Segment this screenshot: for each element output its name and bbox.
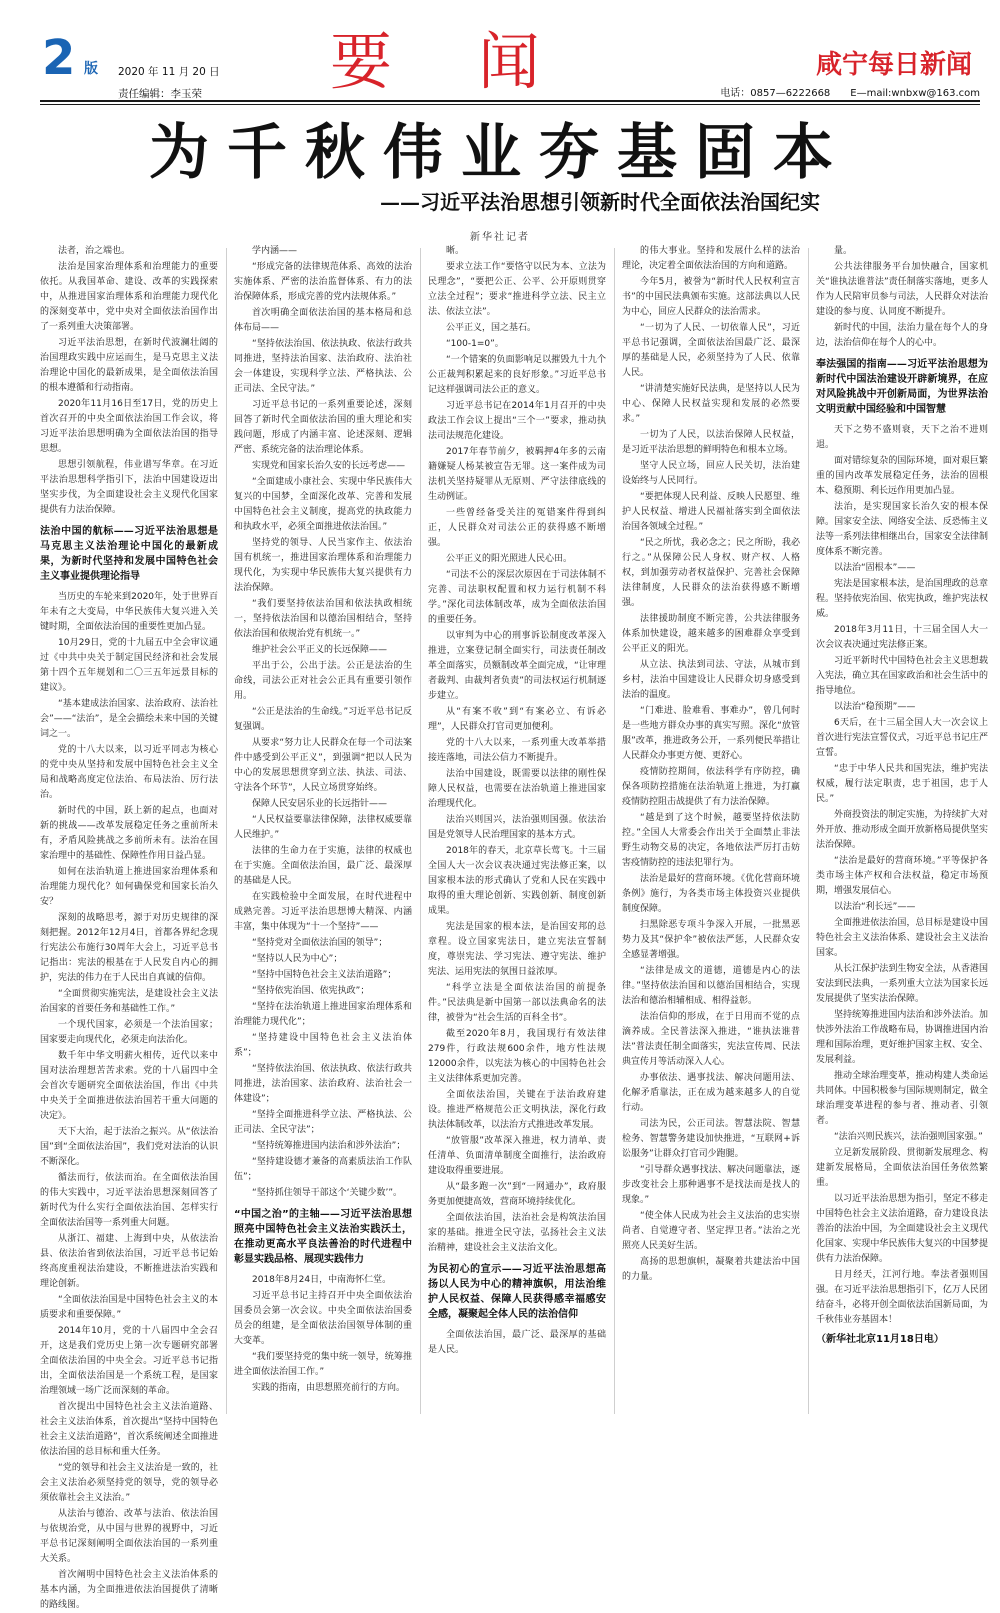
article-paragraph: 从要求“努力让人民群众在每一个司法案件中感受到公平正义”，到强调“把以人民为中心的发展思想贯穿到立法、执法、司法、守法各个环节”，人民立场贯穿始终。 [234,738,412,793]
article-paragraph: 当历史的车轮来到2020年，处于世界百年未有之大变局，中华民族伟大复兴进入关键时期，全面依法治国的重要性更加凸显。 [40,592,218,632]
article-paragraph: 以法治“固根本”—— [834,563,916,573]
article-paragraph: 从法治与德治、改革与法治、依法治国与依规治党，从中国与世界的视野中，习近平总书记深刻阐明全面依法治国的一系列重大关系。 [40,1509,218,1564]
article-paragraph: 立足新发展阶段、贯彻新发展理念、构建新发展格局，全面依法治国任务依然繁重。 [816,1148,988,1188]
article-paragraph: 习近平新时代中国特色社会主义思想载入宪法，确立其在国家政治和社会生活中的指导地位。 [816,656,988,696]
page-number: 2 [42,30,76,86]
article-paragraph: 以习近平法治思想为指引，坚定不移走中国特色社会主义法治道路，奋力建设良法善治的法治中国，为全面建设社会主义现代化国家、实现中华民族伟大复兴的中国梦提供有力法治保障。 [816,1194,988,1264]
article-paragraph: 2018年8月24日，中南海怀仁堂。 [252,1275,392,1285]
article-paragraph: 党的十八大以来，一系列重大改革举措接连落地，司法公信力不断提升。 [428,738,606,763]
article-paragraph: 2017年春节前夕，被羁押4年多的云南籍嫌疑人杨某被宣告无罪。这一案件成为司法机关坚持疑罪从无原则、严守法律底线的生动例证。 [428,447,606,502]
article-paragraph: 6天后，在十三届全国人大一次会议上首次进行宪法宣誓仪式，习近平总书记庄严宣誓。 [816,718,988,758]
article-paragraph: “坚持依法治国、依法执政、依法行政共同推进，坚持法治国家、法治政府、法治社会一体建设，实现科学立法、严格执法、公正司法、全民守法。” [234,339,412,394]
article-paragraph: “坚持在法治轨道上推进国家治理体系和治理能力现代化”； [234,1002,412,1027]
article-paragraph: 法者，治之端也。 [58,246,131,256]
article-paragraph: 公平正义的阳光照进人民心田。 [446,554,573,564]
article-paragraph: 法治信仰的形成，在于日用而不觉的点滴养成。全民普法深入推进，“谁执法谁普法”普法责任制全面落实，宪法宣传周、民法典宣传月等活动深入人心。 [622,1012,800,1067]
article-paragraph: “坚持以人民为中心”； [252,954,343,964]
article-paragraph: 扫黑除恶专项斗争深入开展，一批黑恶势力及其“保护伞”被依法严惩，人民群众安全感显著增强。 [622,920,800,960]
article-paragraph: “100-1=0”。 [446,339,504,349]
article-paragraph: “使全体人民成为社会主义法治的忠实崇尚者、自觉遵守者、坚定捍卫者。”法治之光照亮人民美好生活。 [622,1211,800,1251]
dateline-credit: （新华社北京11月18日电） [816,1334,944,1345]
article-paragraph: 一切为了人民，以法治保障人民权益，是习近平法治思想的鲜明特色和根本立场。 [622,430,800,455]
article-paragraph: 2018年3月11日，十三届全国人大一次会议表决通过宪法修正案。 [816,625,988,650]
article-column-2 [234,244,412,1420]
column-divider [614,248,615,1414]
article-body [40,244,988,1610]
article-paragraph: “忠于中华人民共和国宪法，维护宪法权威，履行法定职责，忠于祖国，忠于人民。” [816,764,988,804]
section-subhead: “中国之治”的主轴——习近平法治思想照亮中国特色社会主义法治实践沃土，在推动更高水平良法善治的时代进程中彰显实践品格、展现实践伟力 [234,1209,412,1265]
article-paragraph: “形成完备的法律规范体系、高效的法治实施体系、严密的法治监督体系、有力的法治保障体系，形成完善的党内法规体系。” [234,262,412,302]
article-paragraph: “全面建成小康社会、实现中华民族伟大复兴的中国梦，全面深化改革、完善和发展中国特色社会主义制度，提高党的执政能力和执政水平，必须全面推进依法治国。” [234,477,412,532]
article-paragraph: 以审判为中心的刑事诉讼制度改革深入推进，立案登记制全面实行，司法责任制改革全面落实，员额制改革全面完成，“让审理者裁判、由裁判者负责”的司法权运行机制逐步建立。 [428,631,606,701]
article-paragraph: “坚持建设德才兼备的高素质法治工作队伍”； [234,1157,412,1182]
newspaper-name: 咸宁每日新闻 [815,50,972,80]
article-column-5 [816,244,988,1420]
article-paragraph: 保障人民安居乐业的长远指针—— [252,799,388,809]
article-column-4 [622,244,800,1420]
article-paragraph: “人民权益要靠法律保障，法律权威要靠人民维护。” [234,815,412,840]
article-paragraph: “全面依法治国是中国特色社会主义的本质要求和重要保障。” [40,1295,218,1320]
article-paragraph: 2014年10月，党的十八届四中全会召开，这是我们党历史上第一次专题研究部署全面依法治国的中央全会。习近平总书记指出，全面依法治国是一个系统工程，是国家治理领域一场广泛而深刻的革命。 [40,1326,218,1396]
article-paragraph: “司法不公的深层次原因在于司法体制不完善、司法职权配置和权力运行机制不科学。”深化司法体制改革，成为全面依法治国的重要任务。 [428,570,606,625]
article-paragraph: 宪法是国家根本法，是治国理政的总章程。坚持依宪治国、依宪执政，维护宪法权威。 [816,579,988,619]
article-paragraph: 日月经天，江河行地。奉法者强则国强。在习近平法治思想指引下，亿万人民团结奋斗，必将开创全面依法治国新局面，为千秋伟业夯基固本！ [816,1270,988,1325]
article-paragraph: “要把体现人民利益、反映人民愿望、维护人民权益、增进人民福祉落实到全面依法治国各领域全过程。” [622,492,800,532]
article-paragraph: “引导群众遇事找法、解决问题靠法，逐步改变社会上那种遇事不是找法而是找人的现象。” [622,1165,800,1205]
article-paragraph: 习近平总书记的一系列重要论述，深刻回答了新时代全面依法治国的重大理论和实践问题，形成了内涵丰富、论述深刻、逻辑严密、系统完备的法治理论体系。 [234,400,412,455]
section-title: 要闻 [330,25,627,98]
article-paragraph: 从浙江、福建、上海到中央，从依法治县、依法治省到依法治国，习近平总书记始终高度重视法治建设，不断推进法治实践和理论创新。 [40,1234,218,1289]
article-column-3 [428,244,606,1420]
article-column-1 [40,244,218,1610]
column-divider [420,248,421,1414]
article-paragraph: 全面依法治国，法治社会是构筑法治国家的基础。推进全民守法，弘扬社会主义法治精神，建设社会主义法治文化。 [428,1213,606,1253]
article-paragraph: “一个错案的负面影响足以摧毁九十九个公正裁判积累起来的良好形象。”习近平总书记这样强调司法公正的意义。 [428,355,606,395]
article-paragraph: 如何在法治轨道上推进国家治理体系和治理能力现代化？如何确保党和国家长治久安？ [40,867,218,907]
article-paragraph: 法治兴则国兴，法治强则国强。依法治国是党领导人民治理国家的基本方式。 [428,815,606,840]
article-paragraph: 法治，是实现国家长治久安的根本保障。国家安全法、网络安全法、反恐怖主义法等一系列法律相继出台，国家安全法律制度体系不断完善。 [816,502,988,557]
article-paragraph: 办事依法、遇事找法、解决问题用法、化解矛盾靠法，正在成为越来越多人的自觉行动。 [622,1073,800,1113]
article-paragraph: “公正是法治的生命线。”习近平总书记反复强调。 [234,707,412,732]
article-paragraph: 法治是国家治理体系和治理能力的重要依托。从我国革命、建设、改革的实践探索中，从推进国家治理体系和治理能力现代化的深刻变革中，党中央对全面依法治国作出了一系列重大决策部署。 [40,262,218,332]
editor-credit: 责任编辑：李玉荣 [118,88,202,100]
article-paragraph: “党的领导和社会主义法治是一致的，社会主义法治必须坚持党的领导，党的领导必须依靠社会主义法治。” [40,1463,218,1503]
article-paragraph: 习近平总书记在2014年1月召开的中央政法工作会议上提出“三个一”要求，推动执法司法规范化建设。 [428,401,606,441]
byline: 新华社记者 [470,232,530,243]
article-paragraph: “基本建成法治国家、法治政府、法治社会”——“法治”，是全会描绘未来中国的关键词之一。 [40,699,218,739]
article-paragraph: 量。 [834,246,853,256]
article-paragraph: 从“有案不收”到“有案必立、有诉必理”，人民群众打官司更加便利。 [428,707,606,732]
article-paragraph: 全面推进依法治国，总目标是建设中国特色社会主义法治体系、建设社会主义法治国家。 [816,918,988,958]
article-paragraph: 习近平总书记主持召开中央全面依法治国委员会第一次会议。中央全面依法治国委员会的组建，是全面依法治国领导体制的重大变革。 [234,1291,412,1346]
article-paragraph: 截至2020年8月，我国现行有效法律279件，行政法规600余件，地方性法规12000余件，以宪法为核心的中国特色社会主义法律体系更加完善。 [428,1029,606,1084]
article-paragraph: 首次明确全面依法治国的基本格局和总体布局—— [234,308,412,333]
article-paragraph: 面对错综复杂的国际环境，面对艰巨繁重的国内改革发展稳定任务，法治的固根本、稳预期、利长远作用更加凸显。 [816,456,988,496]
article-paragraph: “我们要坚持党的集中统一领导，统筹推进全面依法治国工作。” [234,1352,412,1377]
article-paragraph: “坚持全面推进科学立法、严格执法、公正司法、全民守法”； [234,1110,412,1135]
article-paragraph: 法律的生命力在于实施，法律的权威也在于实施。全面依法治国，最广泛、最深厚的基础是人民。 [234,846,412,886]
article-paragraph: 循法而行，依法而治。在全面依法治国的伟大实践中，习近平法治思想深刻回答了新时代为什么实行全面依法治国、怎样实行全面依法治国等一系列重大问题。 [40,1173,218,1228]
article-paragraph: 维护社会公平正义的长远保障—— [252,645,388,655]
article-paragraph: “坚持中国特色社会主义法治道路”； [252,970,397,980]
article-paragraph: “坚持依宪治国、依宪执政”； [252,986,370,996]
article-paragraph: “法治兴则民族兴，法治强则国家强。” [834,1132,983,1142]
article-paragraph: 首次提出中国特色社会主义法治道路、社会主义法治体系，首次提出“坚持中国特色社会主义法治道路”，首次系统阐述全面推进依法治国的总目标和重大任务。 [40,1402,218,1457]
section-subhead: 为民初心的宣示——习近平法治思想高扬以人民为中心的精神旗帜，用法治维护人民权益、保障人民获得感幸福感安全感，凝聚起全体人民的法治信仰 [428,1264,606,1320]
article-paragraph: 坚守人民立场，回应人民关切，法治建设始终与人民同行。 [622,461,800,486]
article-paragraph: “法律是成文的道德，道德是内心的法律。”坚持依法治国和以德治国相结合，实现法治和德治相辅相成、相得益彰。 [622,966,800,1006]
page-suffix: 版 [84,61,98,77]
headline: 为千秋伟业夯基固本 [149,118,851,188]
article-paragraph: 法治是最好的营商环境。《优化营商环境条例》施行，为各类市场主体投资兴业提供制度保障。 [622,874,800,914]
article-paragraph: 以法治“利长远”—— [834,902,916,912]
article-paragraph: 2020年11月16日至17日，党的历史上首次召开的中央全面依法治国工作会议，将习近平法治思想明确为全面依法治国的指导思想。 [40,399,218,454]
article-paragraph: 公共法律服务平台加快融合，国家机关“谁执法谁普法”责任制落实落地，更多人作为人民陪审员参与司法，人民群众对法治建设的参与度、认同度不断提升。 [816,262,988,317]
article-paragraph: 深刻的战略思考，源于对历史规律的深刻把握。2012年12月4日，首都各界纪念现行宪法公布施行30周年大会上，习近平总书记指出：宪法的根基在于人民发自内心的拥护，宪法的伟力在于人民出自真诚的信仰。 [40,913,218,983]
article-paragraph: 高扬的思想旗帜，凝聚着共建法治中国的力量。 [622,1257,800,1282]
section-subhead: 法治中国的航标——习近平法治思想是马克思主义法治理论中国化的最新成果，为新时代坚持和发展中国特色社会主义事业提供理论指导 [40,526,218,582]
article-paragraph: 从长江保护法到生物安全法，从香港国安法到民法典，一系列重大立法为国家长远发展提供了坚实法治保障。 [816,964,988,1004]
article-paragraph: 新时代的中国，跃上新的起点，也面对新的挑战——改革发展稳定任务之重前所未有，矛盾风险挑战之多前所未有。法治在国家治理中的基础性、保障性作用日益凸显。 [40,806,218,861]
article-paragraph: “坚持统筹推进国内法治和涉外法治”； [252,1141,406,1151]
article-paragraph: “法治是最好的营商环境。”平等保护各类市场主体产权和合法权益，稳定市场预期，增强发展信心。 [816,856,988,896]
article-paragraph: 推动全球治理变革，推动构建人类命运共同体。中国积极参与国际规则制定，做全球治理变革进程的参与者、推动者、引领者。 [816,1071,988,1126]
article-paragraph: 数千年中华文明薪火相传，近代以来中国对法治理想苦苦求索。党的十八届四中全会首次专题研究全面依法治国，作出《中共中央关于全面推进依法治国若干重大问题的决定》。 [40,1051,218,1121]
article-paragraph: “科学立法是全面依法治国的前提条件。”民法典是新中国第一部以法典命名的法律，被誉为“社会生活的百科全书”。 [428,983,606,1023]
article-paragraph: 实现党和国家长治久安的长远考虑—— [252,461,406,471]
article-paragraph: 思想引领航程，伟业谱写华章。在习近平法治思想科学指引下，法治中国建设迈出坚实步伐，为全面建设社会主义现代化国家提供有力法治保障。 [40,460,218,515]
section-subhead: 奉法强国的指南——习近平法治思想为新时代中国法治建设开辟新境界，在应对风险挑战中开创新局面，为世界法治文明贡献中国经验和中国智慧 [816,359,988,415]
article-paragraph: 一些曾经备受关注的冤错案件得到纠正，人民群众对司法公正的获得感不断增强。 [428,508,606,548]
article-paragraph: “坚持建设中国特色社会主义法治体系”； [234,1033,412,1058]
article-paragraph: 今年5月，被誉为“新时代人民权利宣言书”的中国民法典颁布实施。这部法典以人民为中心，回应人民群众的法治需求。 [622,277,800,317]
issue-date: 2020 年 11 月 20 日 [118,66,220,78]
article-paragraph: “越是到了这个时候，越要坚持依法防控。”全国人大常委会作出关于全面禁止非法野生动物交易的决定，各地依法严厉打击妨害疫情防控的违法犯罪行为。 [622,813,800,868]
article-paragraph: 新时代的中国，法治力量在每个人的身边，法治信仰在每个人的心中。 [816,323,988,348]
article-paragraph: “门难进、脸难看、事难办”，曾几何时是一些地方群众办事的真实写照。深化“放管服”改革，推进政务公开，一系列便民举措让人民群众办事更方便、更舒心。 [622,706,800,761]
article-paragraph: 坚持党的领导、人民当家作主、依法治国有机统一，推进国家治理体系和治理能力现代化，为实现中华民族伟大复兴提供有力法治保障。 [234,538,412,593]
article-paragraph: 外商投资法的制定实施，为持续扩大对外开放、推动形成全面开放新格局提供坚实法治保障。 [816,810,988,850]
article-paragraph: 疫情防控期间，依法科学有序防控，确保各项防控措施在法治轨道上推进，为打赢疫情防控阻击战提供了有力法治保障。 [622,767,800,807]
article-paragraph: 天下之势不盛则衰，天下之治不进则退。 [816,425,988,450]
article-paragraph: “我们要坚持依法治国和依法执政相统一，坚持依法治国和以德治国相结合，坚持依法治国和依规治党有机统一。” [234,599,412,639]
article-paragraph: 党的十八大以来，以习近平同志为核心的党中央从坚持和发展中国特色社会主义全局和战略高度定位法治、布局法治、厉行法治。 [40,745,218,800]
article-paragraph: 全面依法治国，最广泛、最深厚的基础是人民。 [428,1330,606,1355]
article-paragraph: 司法为民，公正司法。智慧法院、智慧检务、智慧警务建设加快推进，“互联网+诉讼服务”让群众打官司少跑腿。 [622,1119,800,1159]
article-paragraph: 公平正义，国之基石。 [446,323,537,333]
column-divider [808,248,809,1414]
article-paragraph: 的伟大事业。坚持和发展什么样的法治理论，决定着全面依法治国的方向和道路。 [622,246,800,271]
article-paragraph: 从立法、执法到司法、守法，从城市到乡村，法治中国建设让人民群众切身感受到法治的温度。 [622,660,800,700]
article-paragraph: “坚持党对全面依法治国的领导”； [252,938,388,948]
article-paragraph: “一切为了人民、一切依靠人民”，习近平总书记强调，全面依法治国最广泛、最深厚的基础是人民，必须坚持为了人民、依靠人民。 [622,323,800,378]
column-divider [226,248,227,1414]
article-paragraph: 在实践检验中全面发展，在时代进程中成熟完善。习近平法治思想博大精深、内涵丰富，集中体现为“十一个坚持”—— [234,892,412,932]
masthead [0,0,1000,108]
article-paragraph: “讲清楚实施好民法典，是坚持以人民为中心、保障人民权益实现和发展的必然要求。” [622,384,800,424]
masthead-rule-thin [40,104,980,105]
article-paragraph: “坚持抓住领导干部这个‘关键少数’”。 [252,1188,403,1198]
article-paragraph: 以法治“稳预期”—— [834,702,916,712]
article-paragraph: 宪法是国家的根本法，是治国安邦的总章程。设立国家宪法日，建立宪法宣誓制度，尊崇宪法、学习宪法、遵守宪法、维护宪法、运用宪法的氛围日益浓厚。 [428,922,606,977]
article-paragraph: 晰。 [446,246,465,256]
article-paragraph: “全面贯彻实施宪法，是建设社会主义法治国家的首要任务和基础性工作。” [40,989,218,1014]
article-paragraph: 天下大治，起于法治之振兴。从“依法治国”到“全面依法治国”，我们党对法治的认识不断深化。 [40,1127,218,1167]
article-paragraph: “坚持依法治国、依法执政、依法行政共同推进，法治国家、法治政府、法治社会一体建设”； [234,1064,412,1104]
article-paragraph: 学内涵—— [252,246,298,256]
article-paragraph: 10月29日，党的十九届五中全会审议通过《中共中央关于制定国民经济和社会发展第十四个五年规划和二〇三五年远景目标的建议》。 [40,638,218,693]
article-paragraph: 要求立法工作“要恪守以民为本、立法为民理念”，“要把公正、公平、公开原则贯穿立法全过程”；要求“推进科学立法、民主立法、依法立法”。 [428,262,606,317]
subheadline: ——习近平法治思想引领新时代全面依法治国纪实 [380,190,820,214]
article-paragraph: 法治中国建设，既需要以法律的刚性保障人民权益，也需要在法治轨道上推进国家治理现代化。 [428,769,606,809]
article-paragraph: 法律援助制度不断完善，公共法律服务体系加快建设，越来越多的困难群众享受到公平正义的阳光。 [622,614,800,654]
article-paragraph: 习近平法治思想，在新时代波澜壮阔的治国理政实践中应运而生，是马克思主义法治理论中国化的最新成果，是全面依法治国的根本遵循和行动指南。 [40,338,218,393]
article-paragraph: “放管服”改革深入推进，权力清单、责任清单、负面清单制度全面推行，法治政府建设取得重要进展。 [428,1136,606,1176]
article-paragraph: 从“最多跑一次”到“一网通办”，政府服务更加便捷高效，营商环境持续优化。 [428,1182,606,1207]
article-paragraph: 平出于公，公出于法。公正是法治的生命线，司法公正对社会公正具有重要引领作用。 [234,661,412,701]
article-paragraph: 一个现代国家，必须是一个法治国家；国家要走向现代化，必须走向法治化。 [40,1020,218,1045]
contact-info: 电话：0857—6222668 E—mail:wnbxw@163.com [720,88,980,99]
article-paragraph: “民之所忧，我必念之；民之所盼，我必行之。”从保障公民人身权、财产权、人格权，到加强劳动者权益保护、完善社会保障法律制度，人民群众的法治获得感不断增强。 [622,538,800,608]
article-paragraph: 首次阐明中国特色社会主义法治体系的基本内涵，为全面推进依法治国提供了清晰的路线图。 [40,1570,218,1610]
article-paragraph: 全面依法治国，关键在于法治政府建设。推进严格规范公正文明执法，深化行政执法体制改革，以法治方式推进改革发展。 [428,1090,606,1130]
article-paragraph: 实践的指南，由思想照亮前行的方向。 [252,1383,406,1393]
article-paragraph: 坚持统筹推进国内法治和涉外法治。加快涉外法治工作战略布局，协调推进国内治理和国际治理，更好维护国家主权、安全、发展利益。 [816,1010,988,1065]
masthead-rule [40,100,980,102]
article-paragraph: 2018年的春天，北京草长莺飞。十三届全国人大一次会议表决通过宪法修正案，以国家根本法的形式确认了党和人民在实践中取得的重大理论创新、实践创新、制度创新成果。 [428,846,606,916]
